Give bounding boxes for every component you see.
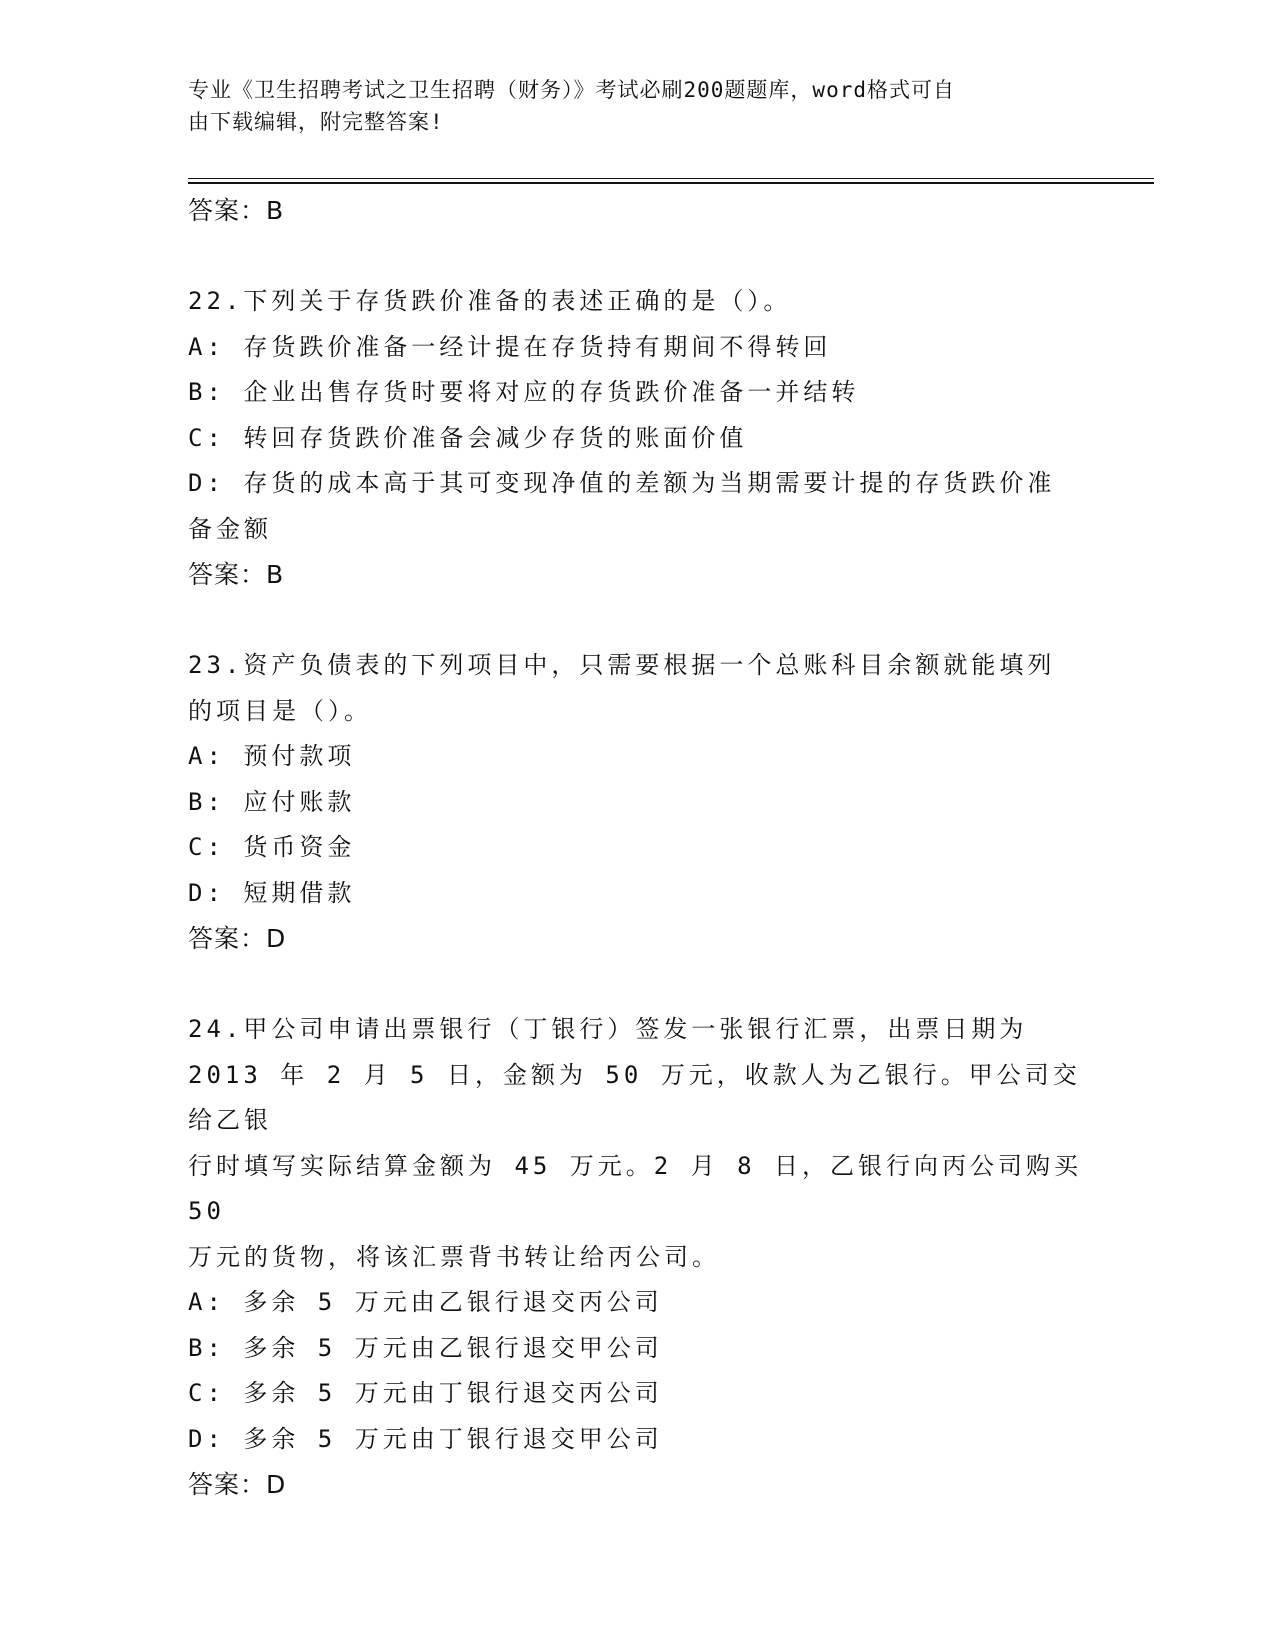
question-stem-continued: 行时填写实际结算金额为 45 万元。2 月 8 日，乙银行向丙公司购买 50 (188, 1151, 1101, 1225)
question-answer: 答案：D (188, 1470, 287, 1499)
header-line-2: 由下载编辑，附完整答案! (188, 110, 444, 134)
question-22 (188, 279, 1088, 598)
option-d-continued: 备金额 (188, 514, 272, 543)
question-answer: 答案：B (188, 560, 285, 589)
question-stem-continued: 的项目是（）。 (188, 696, 372, 725)
document-body (188, 188, 1101, 1508)
question-stem-continued: 2013 年 2 月 5 日，金额为 50 万元，收款人为乙银行。甲公司交给乙银 (188, 1060, 1081, 1134)
option-a: A: 多余 5 万元由乙银行退交丙公司 (188, 1288, 663, 1316)
option-d: D: 短期借款 (188, 878, 356, 907)
spacer (188, 234, 1088, 280)
question-stem: 23.资产负债表的下列项目中，只需要根据一个总账科目余额就能填列 (188, 651, 1056, 679)
option-a: A: 预付款项 (188, 742, 356, 770)
option-d: D: 存货的成本高于其可变现净值的差额为当期需要计提的存货跌价准 (188, 469, 1056, 497)
question-24 (188, 1007, 1101, 1508)
spacer (188, 962, 1088, 1008)
header-divider-thick (188, 182, 1154, 184)
option-c: C: 转回存货跌价准备会减少存货的账面价值 (188, 423, 748, 452)
header-divider-thin (188, 178, 1154, 179)
option-a: A: 存货跌价准备一经计提在存货持有期间不得转回 (188, 332, 832, 361)
question-23 (188, 643, 1088, 962)
question-stem: 24.甲公司申请出票银行（丁银行）签发一张银行汇票，出票日期为 (188, 1015, 1028, 1043)
option-b: B: 企业出售存货时要将对应的存货跌价准备一并结转 (188, 378, 860, 406)
question-stem: 22.下列关于存货跌价准备的表述正确的是（）。 (188, 287, 792, 315)
question-stem-continued: 万元的货物，将该汇票背书转让给丙公司。 (188, 1242, 720, 1271)
question-answer: 答案：D (188, 924, 287, 953)
header-line-1: 专业《卫生招聘考试之卫生招聘（财务）》考试必刷200题题库，word格式可自 (188, 78, 955, 102)
option-b: B: 应付账款 (188, 787, 356, 816)
option-c: C: 多余 5 万元由丁银行退交丙公司 (188, 1379, 663, 1407)
spacer (188, 598, 1088, 644)
document-header (188, 74, 1068, 138)
option-c: C: 货币资金 (188, 833, 356, 861)
previous-question-answer: 答案：B (188, 196, 285, 225)
option-d: D: 多余 5 万元由丁银行退交甲公司 (188, 1424, 663, 1453)
option-b: B: 多余 5 万元由乙银行退交甲公司 (188, 1333, 663, 1362)
